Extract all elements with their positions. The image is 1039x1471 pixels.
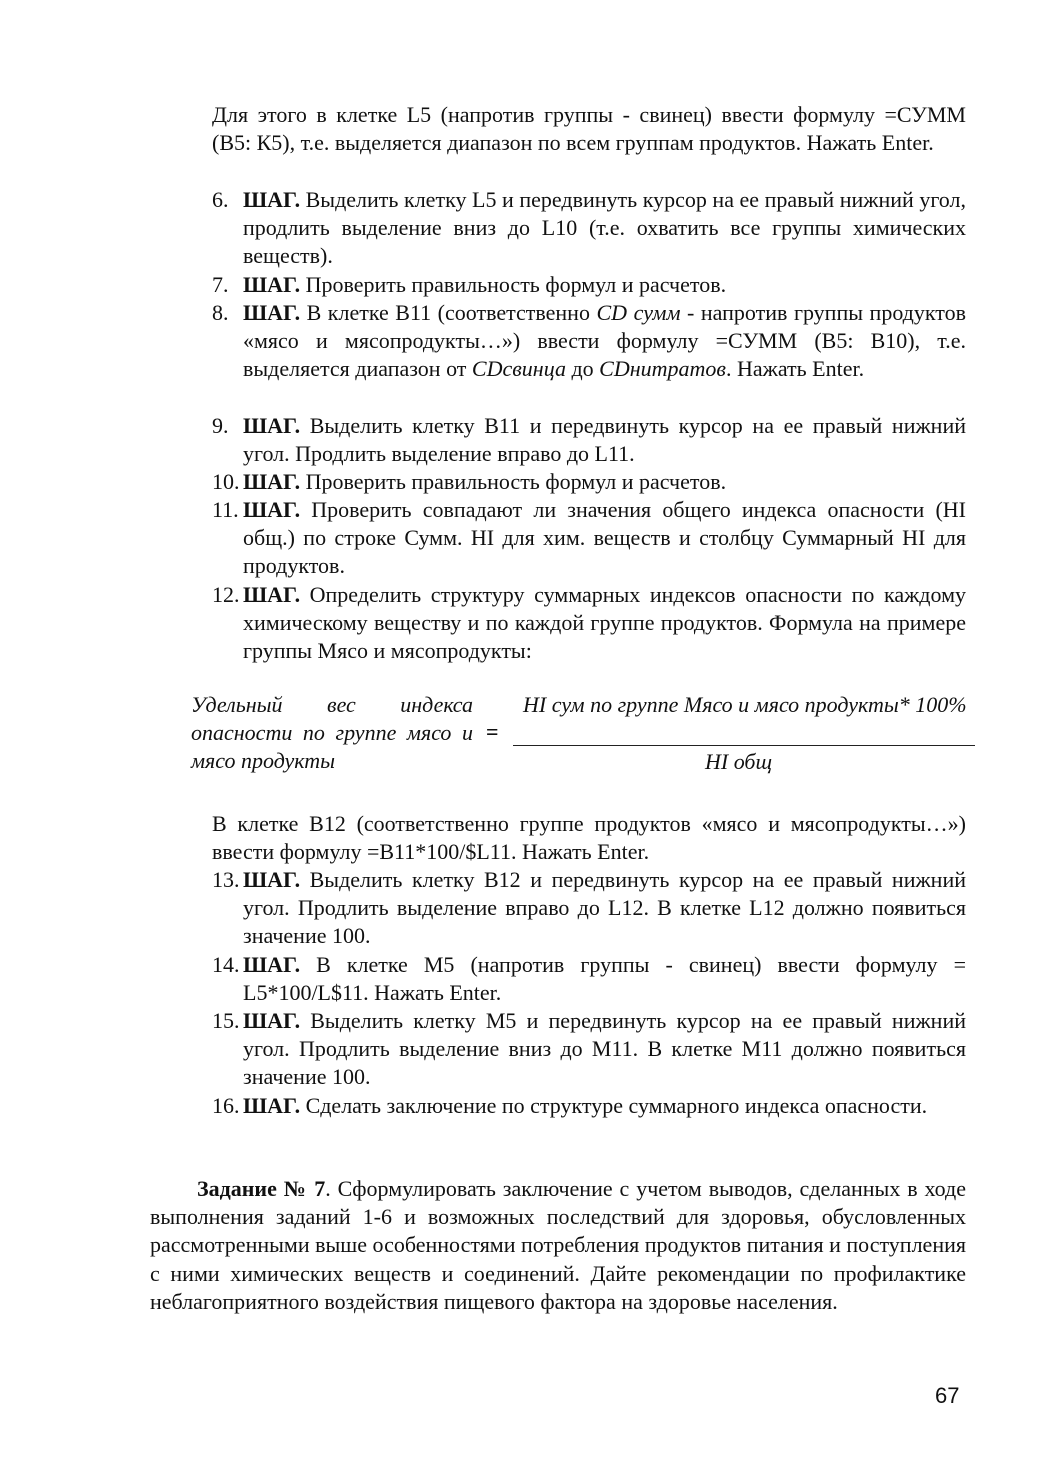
- formula-numerator: HI сум по группе Мясо и мясо продукты* 100%: [523, 692, 967, 717]
- step-text-2: - напротив группы продуктов «мясо и мясопродукты…») ввести формулу =СУММ (В5: В10), т.е. выделяется диапазон от: [243, 300, 966, 382]
- step-number: 15.: [212, 1008, 240, 1033]
- step-number: 16.: [212, 1093, 240, 1118]
- step-italic-1: CD сумм: [596, 300, 681, 325]
- step-text: Проверить правильность формул и расчетов.: [300, 272, 727, 297]
- step-text-1: В клетке В11 (соответственно: [300, 300, 597, 325]
- fraction-bar: [513, 745, 975, 746]
- step-10: [212, 468, 966, 496]
- step-label: ШАГ.: [243, 300, 301, 325]
- step-label: ШАГ.: [243, 469, 301, 494]
- step-text: Выделить клетку М5 и передвинуть курсор на ее правый нижний угол. Продлить выделение вниз до М11. В клетке М11 должно появиться значение 100.: [243, 1008, 966, 1090]
- step-12: [212, 581, 966, 666]
- step-label: ШАГ.: [243, 1008, 301, 1033]
- step-text: Проверить совпадают ли значения общего индекса опасности (HI общ.) по строке Сумм. HI для хим. веществ и столбцу Суммарный HI для продуктов.: [243, 497, 966, 579]
- after-formula-paragraph: В клетке В12 (соответственно группе продуктов «мясо и мясопродукты…») ввести формулу =В11*100/$L11. Нажать Enter.: [212, 811, 966, 865]
- step-text: В клетке М5 (напротив группы - свинец) ввести формулу = L5*100/L$11. Нажать Enter.: [243, 952, 966, 1006]
- step-number: 8.: [212, 300, 229, 325]
- step-number: 7.: [212, 272, 229, 297]
- step-text-4: . Нажать Enter.: [725, 356, 865, 382]
- step-text: Выделить клетку В12 и передвинуть курсор на ее правый нижний угол. Продлить выделение вправо до L12. В клетке L12 должно появиться значение 100.: [243, 867, 966, 949]
- page-number: 67: [935, 1383, 960, 1408]
- step-9: [212, 412, 966, 468]
- step-7: [212, 271, 966, 299]
- step-label: ШАГ.: [243, 952, 301, 977]
- step-11: [212, 496, 966, 581]
- step-number: 10.: [212, 469, 240, 494]
- step-number: 12.: [212, 582, 240, 607]
- step-text: Определить структуру суммарных индексов опасности по каждому химическому веществу и по каждой группе продуктов. Формула на примере группы Мясо и мясопродукты:: [243, 582, 966, 664]
- step-8: [212, 299, 966, 384]
- step-14: [212, 951, 966, 1007]
- step-6: [212, 186, 966, 271]
- step-italic-2: CDсвинца: [471, 356, 566, 382]
- step-italic-3: CDнитратов: [599, 356, 726, 382]
- step-16: [212, 1092, 966, 1120]
- step-15: [212, 1007, 966, 1092]
- task-text: . Сформулировать заключение с учетом выводов, сделанных в ходе выполнения заданий 1-6 и возможных последствий для здоровья, обусловленных рассмотренными выше особенностями потребления продуктов питания и поступления с ними химических веществ и соединений. Дайте рекомендации по профилактике неблагоприятного воздействия пищевого фактора на здоровье населения.: [150, 1176, 967, 1314]
- step-number: 9.: [212, 413, 229, 438]
- step-label: ШАГ.: [243, 867, 301, 892]
- formula-denominator: HI общ: [705, 749, 773, 774]
- step-label: ШАГ.: [243, 582, 301, 607]
- step-text: Сделать заключение по структуре суммарного индекса опасности.: [300, 1093, 928, 1118]
- step-13: [212, 866, 966, 951]
- step-number: 11.: [212, 497, 239, 522]
- step-text: Выделить клетку В11 и передвинуть курсор на ее правый нижний угол. Продлить выделение вправо до L11.: [243, 413, 966, 467]
- step-text: Выделить клетку L5 и передвинуть курсор на ее правый нижний угол, продлить выделение вниз до L10 (т.е. охватить все группы химических веществ).: [243, 187, 966, 269]
- step-label: ШАГ.: [243, 1093, 301, 1118]
- task-label: Задание № 7: [197, 1176, 326, 1201]
- step-text: Проверить правильность формул и расчетов.: [300, 469, 727, 494]
- intro-paragraph: Для этого в клетке L5 (напротив группы - свинец) ввести формулу =СУММ (В5: К5), т.е. выделяется диапазон по всем группам продуктов. Нажать Enter.: [212, 102, 966, 156]
- task-7-paragraph: [150, 1175, 966, 1316]
- formula-left-side: Удельный вес индекса опасности по группе мясо и мясо продукты: [191, 692, 473, 774]
- step-label: ШАГ.: [243, 272, 301, 297]
- step-label: ШАГ.: [243, 187, 301, 212]
- step-number: 6.: [212, 187, 229, 212]
- formula-equals: =: [486, 719, 499, 744]
- step-text-3: до: [565, 356, 600, 382]
- step-label: ШАГ.: [243, 413, 301, 438]
- step-label: ШАГ.: [243, 497, 301, 522]
- step-number: 13.: [212, 867, 240, 892]
- step-number: 14.: [212, 952, 240, 977]
